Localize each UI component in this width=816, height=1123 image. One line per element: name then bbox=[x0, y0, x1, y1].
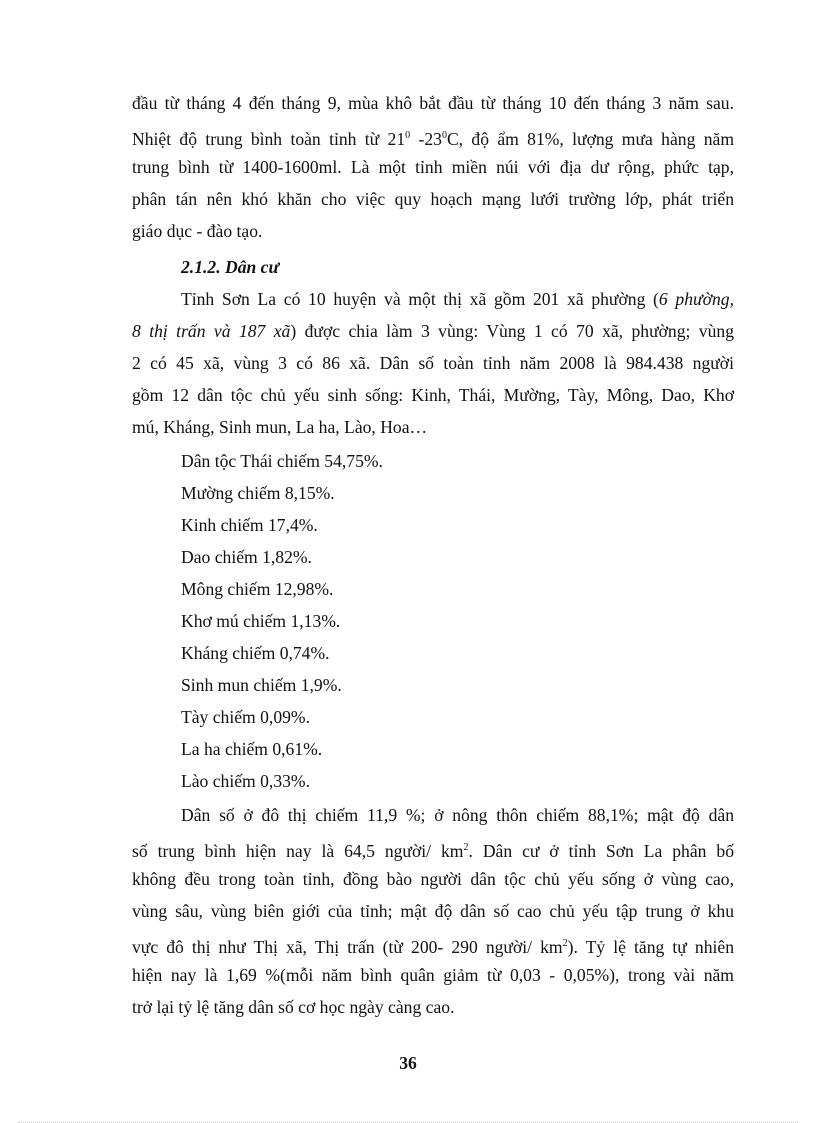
ethnic-list-item: Kinh chiếm 17,4%. bbox=[181, 515, 318, 535]
paragraph2-line5: mú, Kháng, Sinh mun, La ha, Lào, Hoa… bbox=[132, 417, 428, 437]
ethnic-list-item: Mông chiếm 12,98%. bbox=[181, 579, 334, 599]
superscript-degree: 0 bbox=[441, 130, 447, 141]
paragraph2-line4: gồm 12 dân tộc chủ yếu sinh sống: Kinh, Thái, Mường, Tày, Mông, Dao, Khơ bbox=[132, 385, 734, 405]
paragraph3-line5 bbox=[132, 928, 734, 964]
section-heading: 2.1.2. Dân cư bbox=[181, 257, 280, 277]
paragraph1-line3: trung bình từ 1400-1600ml. Là một tỉnh miền núi với địa dư rộng, phức tạp, bbox=[132, 157, 734, 177]
ethnic-list-item: Khơ mú chiếm 1,13%. bbox=[181, 611, 341, 631]
superscript-degree: 0 bbox=[405, 130, 411, 141]
superscript-squared: 2 bbox=[463, 842, 469, 853]
paragraph1-line1: đầu từ tháng 4 đến tháng 9, mùa khô bắt đầu từ tháng 10 đến tháng 3 năm sau. bbox=[132, 93, 734, 113]
ethnic-list-item: Lào chiếm 0,33%. bbox=[181, 771, 310, 791]
paragraph2-line2-b: ) được chia làm 3 vùng: Vùng 1 có 70 xã, phường; vùng bbox=[290, 321, 734, 341]
ethnic-list-item: Dân tộc Thái chiếm 54,75%. bbox=[181, 451, 383, 471]
paragraph2-line1-a: Tỉnh Sơn La có 10 huyện và một thị xã gồm 201 xã phường ( bbox=[181, 289, 659, 309]
paragraph1-line2-a: Nhiệt độ trung bình toàn tỉnh từ 21 bbox=[132, 128, 406, 149]
paragraph3-line2-a: số trung bình hiện nay là 64,5 người/ km bbox=[132, 840, 464, 861]
paragraph2-line1-italic: 6 phường, bbox=[658, 289, 734, 309]
ethnic-list-item: La ha chiếm 0,61%. bbox=[181, 739, 323, 759]
paragraph3-line2-b: . Dân cư ở tỉnh Sơn La phân bố bbox=[468, 840, 734, 861]
paragraph3-line4: vùng sâu, vùng biên giới của tỉnh; mật độ dân số cao chủ yếu tập trung ở khu bbox=[132, 901, 734, 921]
paragraph3-line1: Dân số ở đô thị chiếm 11,9 %; ở nông thôn chiếm 88,1%; mật độ dân bbox=[181, 805, 734, 825]
paragraph3-line5-a: vực đô thị như Thị xã, Thị trấn (từ 200- 290 người/ km bbox=[132, 936, 563, 957]
paragraph2-line2 bbox=[132, 316, 734, 348]
paragraph2-line1 bbox=[181, 284, 734, 316]
paragraph1-line2-c: C, độ ẩm 81%, lượng mưa hàng năm bbox=[446, 128, 734, 149]
ethnic-list-item: Sinh mun chiếm 1,9%. bbox=[181, 675, 342, 695]
paragraph1-line5: giáo dục - đào tạo. bbox=[132, 221, 263, 241]
paragraph2-line3: 2 có 45 xã, vùng 3 có 86 xã. Dân số toàn tỉnh năm 2008 là 984.438 người bbox=[132, 353, 734, 373]
superscript-squared: 2 bbox=[562, 938, 568, 949]
paragraph2-line2-italic: 8 thị trấn và 187 xã bbox=[132, 321, 291, 341]
paragraph3-line6: hiện nay là 1,69 %(mỗi năm bình quân giảm từ 0,03 - 0,05%), trong vài năm bbox=[132, 965, 734, 985]
paragraph3-line7: trở lại tỷ lệ tăng dân số cơ học ngày càng cao. bbox=[132, 997, 455, 1017]
page-number: 36 bbox=[399, 1053, 417, 1073]
ethnic-list-item: Kháng chiếm 0,74%. bbox=[181, 643, 330, 663]
paragraph1-line4: phân tán nên khó khăn cho việc quy hoạch mạng lưới trường lớp, phát triển bbox=[132, 189, 734, 209]
ethnic-list-item: Mường chiếm 8,15%. bbox=[181, 483, 335, 503]
ethnic-list-item: Tày chiếm 0,09%. bbox=[181, 707, 310, 727]
ethnic-list-item: Dao chiếm 1,82%. bbox=[181, 547, 312, 567]
paragraph1-line2 bbox=[132, 120, 734, 156]
paragraph3-line3: không đều trong toàn tỉnh, đồng bào người dân tộc chủ yếu sống ở vùng cao, bbox=[132, 869, 734, 889]
paragraph3-line2 bbox=[132, 832, 734, 868]
paragraph1-line2-b: -23 bbox=[410, 128, 442, 149]
paragraph3-line5-b: ). Tỷ lệ tăng tự nhiên bbox=[567, 936, 734, 957]
